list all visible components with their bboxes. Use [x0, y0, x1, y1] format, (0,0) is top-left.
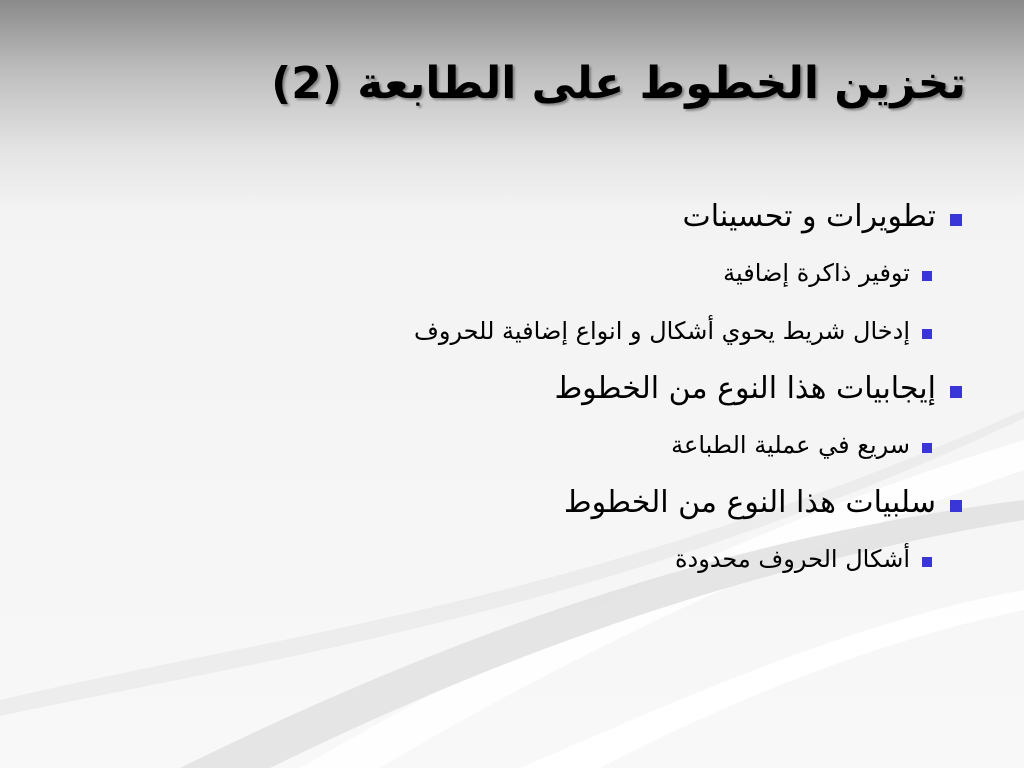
bullet-item [142, 474, 962, 530]
sub-bullet-item [142, 302, 932, 360]
square-bullet-icon [922, 443, 932, 453]
sub-bullet-text: سريع في عملية الطباعة [671, 431, 910, 459]
sub-bullet-text: أشكال الحروف محدودة [674, 545, 910, 573]
bullet-text: سلبيات هذا النوع من الخطوط [563, 484, 936, 520]
sub-bullet-item [142, 416, 932, 474]
square-bullet-icon [950, 500, 962, 512]
square-bullet-icon [922, 329, 932, 339]
sub-bullet-item [142, 530, 932, 588]
sub-bullet-text: إدخال شريط يحوي أشكال و انواع إضافية للحروف [413, 317, 910, 345]
bullet-item [142, 188, 962, 244]
bullet-item [142, 360, 962, 416]
square-bullet-icon [922, 557, 932, 567]
sub-bullet-item [142, 244, 932, 302]
square-bullet-icon [950, 386, 962, 398]
slide-title: تخزين الخطوط على الطابعة (2) [271, 58, 966, 109]
square-bullet-icon [922, 271, 932, 281]
square-bullet-icon [950, 214, 962, 226]
bullet-list [142, 188, 962, 588]
bullet-text: تطويرات و تحسينات [682, 198, 936, 234]
bullet-text: إيجابيات هذا النوع من الخطوط [554, 370, 936, 406]
sub-bullet-text: توفير ذاكرة إضافية [723, 259, 910, 287]
